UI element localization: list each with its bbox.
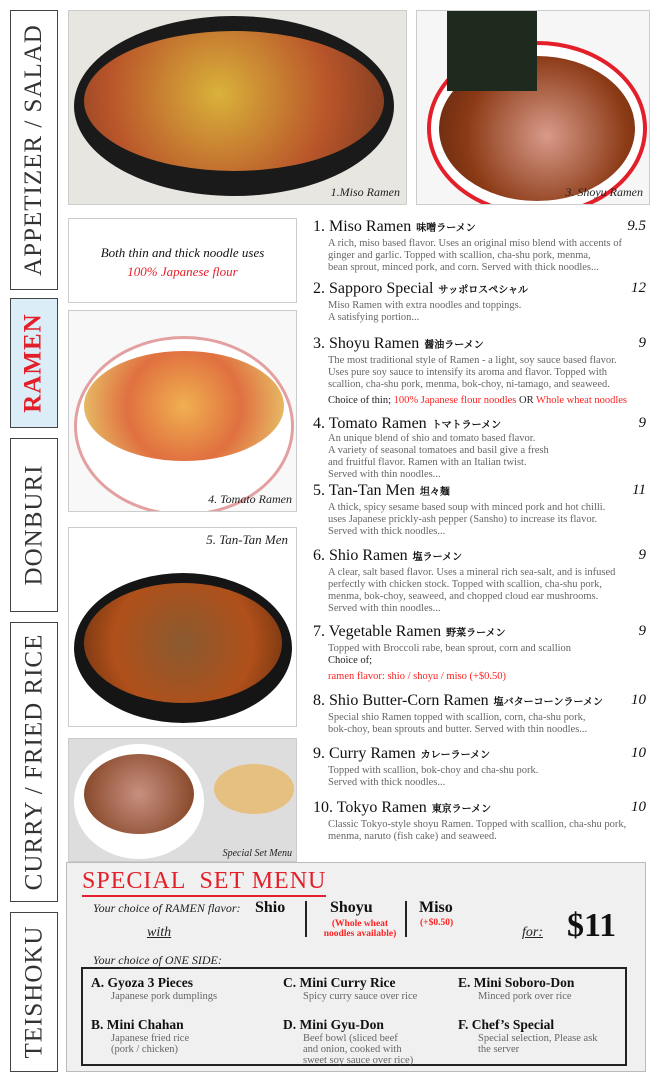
item-price: 9 [638, 623, 646, 639]
miso-ramen-photo [68, 10, 407, 205]
item-jp-title: 塩バターコーンラーメン [493, 697, 603, 708]
choice-option: ramen flavor: shio / shoyu / miso (+$0.50) [328, 671, 506, 682]
menu-item [313, 547, 646, 615]
tantan-men-photo [68, 527, 297, 727]
special-set-menu [66, 862, 646, 1072]
item-price: 10 [631, 799, 646, 815]
menu-item [313, 218, 646, 274]
menu-item [313, 482, 646, 538]
desc-line: A variety of seasonal tomatoes and basil give a fresh [328, 445, 549, 456]
side-options [81, 967, 627, 1066]
item-title: 6. Shio Ramen [313, 547, 408, 564]
side-title: C. Mini Curry Rice [283, 975, 396, 990]
item-price: 9 [638, 335, 646, 351]
photo-caption: 4. Tomato Ramen [208, 492, 292, 506]
desc-line: Uses pure soy sauce to intensify its aroma and flavor. Topped with [328, 367, 608, 378]
desc-line: Served with thick noodles... [328, 526, 446, 537]
item-jp-title: 東京ラーメン [431, 804, 492, 815]
tab-label: DONBURI [20, 464, 47, 586]
tab-curry-fried-rice[interactable] [10, 622, 58, 902]
side-desc: Special selection, Please ask [478, 1033, 598, 1044]
desc-line: bok-choy, bean sprouts and butter. Served with thin noodles... [328, 724, 588, 735]
shoyu-note: (Whole wheat [331, 919, 389, 929]
desc-line: menma, naruto (fish cake) and seaweed. [328, 831, 497, 842]
menu-item [313, 799, 646, 843]
noodle-note [68, 218, 297, 303]
choice-option: 100% Japanese flour noodles [393, 395, 517, 406]
set-price: $11 [567, 907, 617, 944]
choice-or: OR [519, 395, 534, 406]
item-title: 2. Sapporo Special [313, 280, 434, 297]
desc-line: ginger and garlic. Topped with scallion, cha-shu pork, menma, [328, 250, 591, 261]
item-price: 9 [638, 415, 646, 431]
menu-item [313, 280, 646, 324]
side-desc: Minced pork over rice [478, 991, 572, 1002]
desc-line: uses Japanese prickly-ash pepper (Sansho) to increase its flavor. [328, 514, 598, 525]
item-price: 10 [631, 692, 646, 708]
tab-donburi[interactable] [10, 438, 58, 612]
tab-ramen[interactable] [10, 298, 58, 428]
desc-line: Classic Tokyo-style shoyu Ramen. Topped with scallion, cha-shu pork, [328, 819, 627, 830]
photo-caption: 5. Tan-Tan Men [206, 532, 288, 547]
item-title: 8. Shio Butter-Corn Ramen [313, 692, 489, 709]
item-jp-title: サッポロスペシャル [438, 285, 529, 296]
tomato-ramen-photo [68, 310, 297, 512]
desc-line: Miso Ramen with extra noodles and toppings. [328, 300, 522, 311]
desc-line: The most traditional style of Ramen - a light, soy sauce based flavor. [328, 355, 617, 366]
side-title: A. Gyoza 3 Pieces [91, 975, 193, 990]
flavor-miso: Miso [419, 899, 453, 916]
desc-line: A clear, salt based flavor. Uses a mineral rich sea-salt, and is infused [328, 567, 616, 578]
desc-line: Topped with scallion, bok-choy and cha-shu pork. [328, 765, 539, 776]
desc-line: Served with thin noodles... [328, 469, 441, 480]
desc-line: bean sprout, minced pork, and corn. Served with thick noodles... [328, 262, 599, 273]
item-title: 10. Tokyo Ramen [313, 799, 427, 816]
item-price: 12 [631, 280, 646, 296]
menu-item [313, 335, 646, 406]
tab-label: CURRY / FRIED RICE [20, 633, 48, 891]
desc-line: and fruitful flavor. Ramen with an Italian twist. [328, 457, 527, 468]
flavor-shoyu: Shoyu [330, 899, 373, 916]
side-title: B. Mini Chahan [91, 1017, 184, 1032]
side-desc: Japanese fried rice [111, 1033, 190, 1044]
menu-item [313, 745, 646, 789]
item-title: 4. Tomato Ramen [313, 415, 427, 432]
side-desc: and onion, cooked with [303, 1044, 402, 1055]
desc-line: perfectly with chicken stock. Topped with scallion, cha-shu pork, [328, 579, 603, 590]
note-highlight: 100% Japanese flour [127, 264, 238, 279]
side-option [283, 1017, 453, 1066]
tab-teishoku[interactable] [10, 912, 58, 1072]
item-title: 3. Shoyu Ramen [313, 335, 420, 352]
tab-label: RAMEN [20, 313, 47, 413]
menu-item [313, 415, 646, 481]
item-price: 10 [631, 745, 646, 761]
desc-line: A thick, spicy sesame based soup with minced pork and hot chilli. [328, 502, 606, 513]
choice-option: Whole wheat noodles [536, 395, 628, 406]
side-option [283, 975, 453, 1002]
item-title: 7. Vegetable Ramen [313, 623, 442, 640]
photo-caption: 3. Shoyu Ramen [565, 185, 643, 199]
item-jp-title: 醤油ラーメン [424, 340, 484, 351]
side-desc: Beef bowl (sliced beef [303, 1033, 398, 1044]
choice-label: Choice of; [328, 655, 373, 666]
side-option [458, 975, 628, 1002]
for-label: for: [522, 925, 543, 940]
side-desc: the server [478, 1044, 520, 1055]
tab-appetizer-salad[interactable] [10, 10, 58, 290]
tab-label: TEISHOKU [20, 925, 47, 1059]
item-price: 9 [638, 547, 646, 563]
item-title: 1. Miso Ramen [313, 218, 412, 235]
item-price: 9.5 [627, 218, 646, 234]
tab-label: APPETIZER / SALAD [20, 24, 48, 276]
item-jp-title: 野菜ラーメン [446, 628, 506, 639]
side-option [458, 1017, 628, 1055]
photo-caption: 1.Miso Ramen [330, 185, 400, 199]
side-desc: (pork / chicken) [111, 1044, 179, 1055]
special-set-photo [68, 738, 297, 862]
photo-caption: Special Set Menu [222, 848, 292, 859]
item-jp-title: 味噌ラーメン [416, 223, 476, 234]
item-jp-title: 坦々麺 [419, 487, 450, 498]
desc-line: A rich, miso based flavor. Uses an original miso blend with accents of [328, 238, 622, 249]
desc-line: Topped with Broccoli rabe, bean sprout, corn and scallion [328, 643, 572, 654]
set-title: SPECIAL SET MENU [82, 867, 326, 897]
item-jp-title: 塩ラーメン [412, 552, 463, 563]
with-label: with [147, 925, 172, 940]
desc-line: A satisfying portion... [328, 312, 420, 323]
item-price: 11 [632, 482, 646, 498]
choice-label: Choice of thin; [328, 395, 391, 406]
flavor-label: Your choice of RAMEN flavor: [93, 901, 241, 915]
item-jp-title: カレーラーメン [420, 750, 491, 761]
side-title: D. Mini Gyu-Don [283, 1017, 384, 1032]
miso-note: (+$0.50) [420, 918, 454, 928]
desc-line: scallion, cha-shu pork, menma, bok-choy, ni-tamago, and seaweed. [328, 379, 610, 390]
note-text: Both thin and thick noodle uses [100, 245, 265, 260]
menu-item [313, 623, 646, 683]
side-desc: Spicy curry sauce over rice [303, 991, 418, 1002]
side-option [91, 1017, 261, 1055]
desc-line: Served with thin noodles... [328, 603, 441, 614]
desc-line: Served with thick noodles... [328, 777, 446, 788]
side-title: F. Chef’s Special [458, 1017, 555, 1032]
flavor-shio: Shio [255, 899, 286, 916]
menu-item [313, 692, 646, 736]
desc-line: Special shio Ramen topped with scallion, corn, cha-shu pork, [328, 712, 586, 723]
item-jp-title: トマトラーメン [431, 420, 502, 431]
item-title: 9. Curry Ramen [313, 745, 416, 762]
side-option [91, 975, 261, 1002]
side-desc: Japanese pork dumplings [111, 991, 218, 1002]
desc-line: menma, bok-choy, seaweed, and chopped cloud ear mushrooms. [328, 591, 599, 602]
side-title: E. Mini Soboro-Don [458, 975, 575, 990]
side-label: Your choice of ONE SIDE: [93, 953, 222, 967]
shoyu-note: noodles available) [323, 929, 397, 939]
shoyu-ramen-photo [416, 10, 650, 205]
desc-line: An unique blend of shio and tomato based flavor. [328, 433, 536, 444]
item-title: 5. Tan-Tan Men [313, 482, 415, 499]
side-desc: sweet soy sauce over rice) [303, 1055, 414, 1066]
